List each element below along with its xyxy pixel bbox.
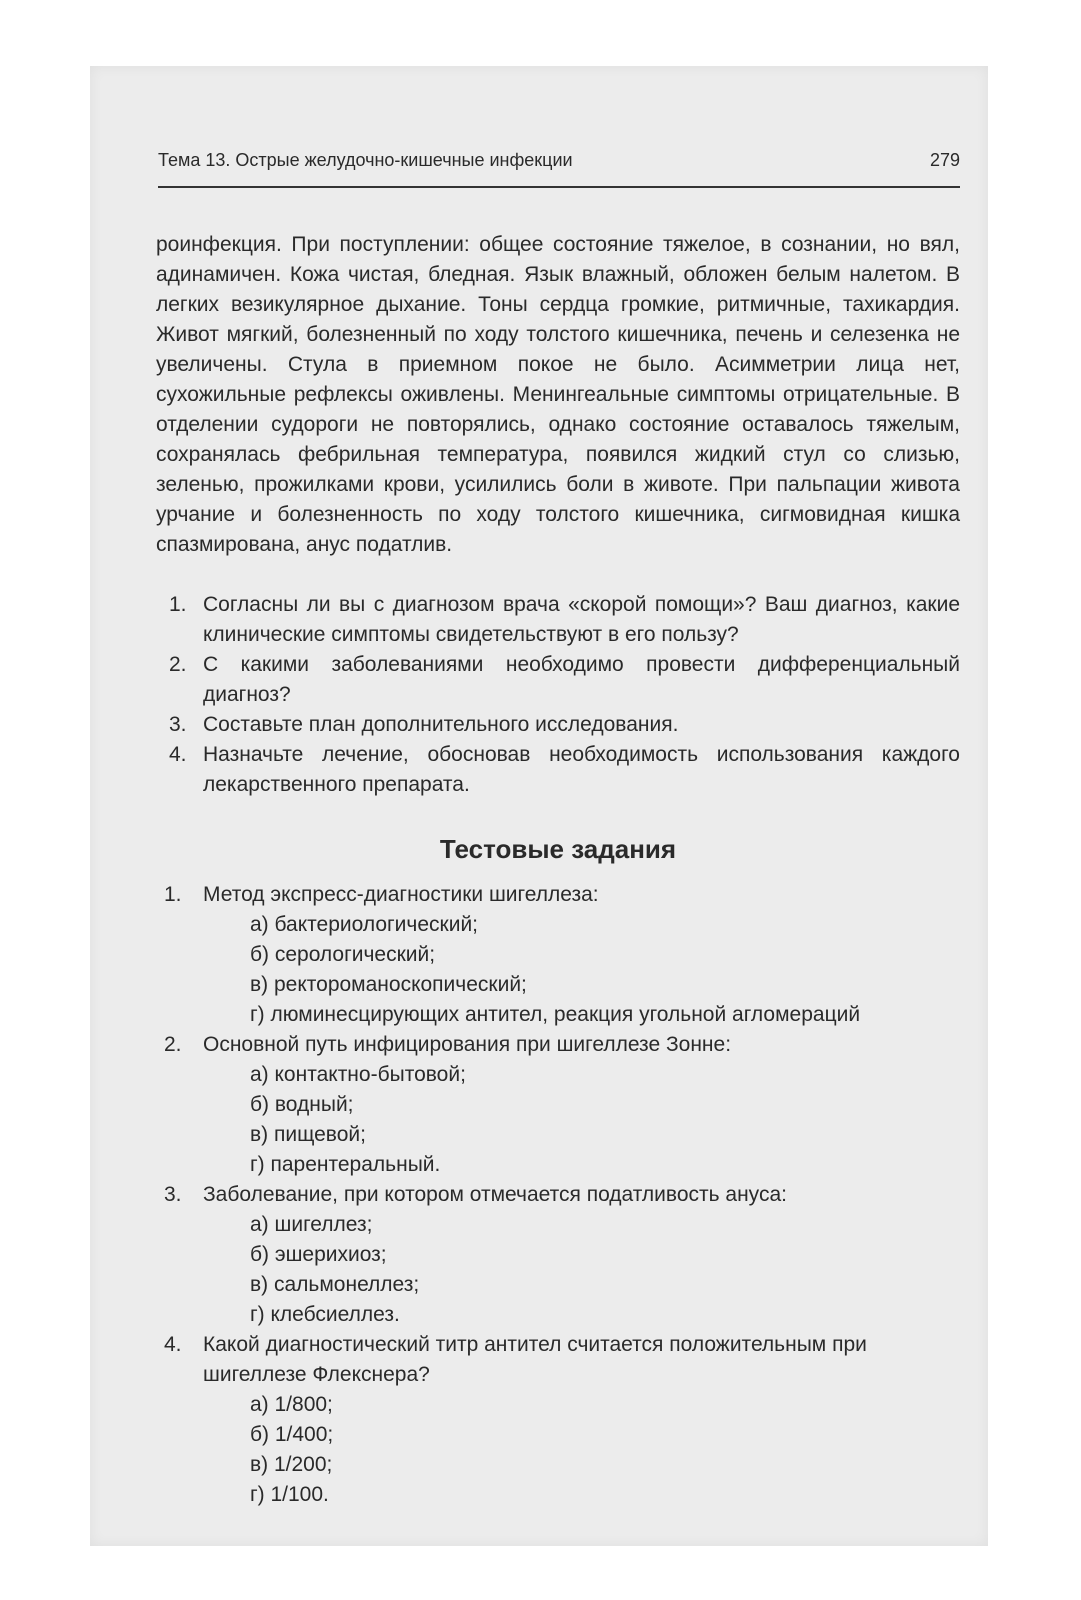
question-item bbox=[156, 650, 960, 710]
question-text: С какими заболеваниями необходимо провести дифференциальный диагноз? bbox=[203, 653, 960, 706]
test-number: 3. bbox=[164, 1183, 182, 1206]
test-question: Метод экспресс-диагностики шигеллеза: bbox=[203, 883, 599, 906]
answer-option: б) 1/400; bbox=[250, 1423, 334, 1446]
question-text: Согласны ли вы с диагнозом врача «скорой помощи»? Ваш диагноз, какие клинические симптомы свидетельствуют в его пользу? bbox=[203, 593, 960, 646]
test-number: 4. bbox=[164, 1333, 182, 1356]
chapter-title: Тема 13. Острые желудочно-кишечные инфекции bbox=[158, 150, 573, 170]
answer-option: г) парентеральный. bbox=[250, 1153, 441, 1176]
test-item bbox=[156, 1330, 960, 1510]
answer-option: а) шигеллез; bbox=[250, 1213, 373, 1236]
section-heading: Тестовые задания bbox=[439, 834, 677, 864]
question-text: Составьте план дополнительного исследования. bbox=[203, 713, 679, 736]
running-header bbox=[158, 150, 960, 190]
question-item bbox=[156, 590, 960, 650]
question-item bbox=[156, 740, 960, 800]
test-question: Заболевание, при котором отмечается податливость ануса: bbox=[203, 1183, 787, 1206]
question-number: 3. bbox=[169, 713, 187, 736]
test-list bbox=[156, 880, 960, 1510]
answer-option: б) водный; bbox=[250, 1093, 354, 1116]
test-item bbox=[156, 1180, 960, 1330]
answer-option: г) 1/100. bbox=[250, 1483, 329, 1506]
test-number: 2. bbox=[164, 1033, 182, 1056]
answer-option: б) эшерихиоз; bbox=[250, 1243, 387, 1266]
question-text: Назначьте лечение, обосновав необходимость использования каждого лекарственного препарата. bbox=[203, 743, 960, 796]
test-item bbox=[156, 880, 960, 1030]
answer-option: в) ректороманоскопический; bbox=[250, 973, 527, 996]
question-item bbox=[156, 710, 960, 740]
answer-option: в) сальмонеллез; bbox=[250, 1273, 420, 1296]
case-paragraph: роинфекция. При поступлении: общее состояние тяжелое, в сознании, но вял, адинамичен. Кожа чистая, бледная. Язык влажный, обложен белым налетом. В легких везикулярное дыхание. Тоны сердца громкие, ритмичные, тахикардия. Живот мягкий, болезненный по ходу толстого кишечника, печень и селезенка не увеличены. Стула в приемном покое не было. Асимметрии лица нет, сухожильные рефлексы оживлены. Менингеальные симптомы отрицательные. В отделении судороги не повторялись, однако состояние оставалось тяжелым, сохранялась фебрильная температура, появился жидкий стул со слизью, зеленью, прожилками крови, усилились боли в животе. При пальпации живота урчание и болезненность по ходу толстого кишечника, сигмовидная кишка спазмирована, анус податлив. bbox=[156, 233, 960, 556]
answer-option: а) контактно-бытовой; bbox=[250, 1063, 466, 1086]
question-list bbox=[156, 590, 960, 800]
answer-option: в) пищевой; bbox=[250, 1123, 366, 1146]
question-number: 4. bbox=[169, 743, 187, 766]
answer-option: а) 1/800; bbox=[250, 1393, 333, 1416]
page-number: 279 bbox=[929, 150, 960, 170]
header-rule bbox=[158, 186, 960, 188]
answer-option: б) серологический; bbox=[250, 943, 436, 966]
test-question: Какой диагностический титр антител считается положительным при шигеллезе Флекснера? bbox=[203, 1333, 867, 1386]
answer-option: г) люминесцирующих антител, реакция угольной агломераций bbox=[250, 1003, 861, 1026]
test-number: 1. bbox=[164, 883, 182, 906]
question-number: 1. bbox=[169, 593, 187, 616]
test-item bbox=[156, 1030, 960, 1180]
answer-option: а) бактериологический; bbox=[250, 913, 479, 936]
answer-option: в) 1/200; bbox=[250, 1453, 333, 1476]
answer-option: г) клебсиеллез. bbox=[250, 1303, 400, 1326]
question-number: 2. bbox=[169, 653, 187, 676]
test-question: Основной путь инфицирования при шигеллезе Зонне: bbox=[203, 1033, 732, 1056]
